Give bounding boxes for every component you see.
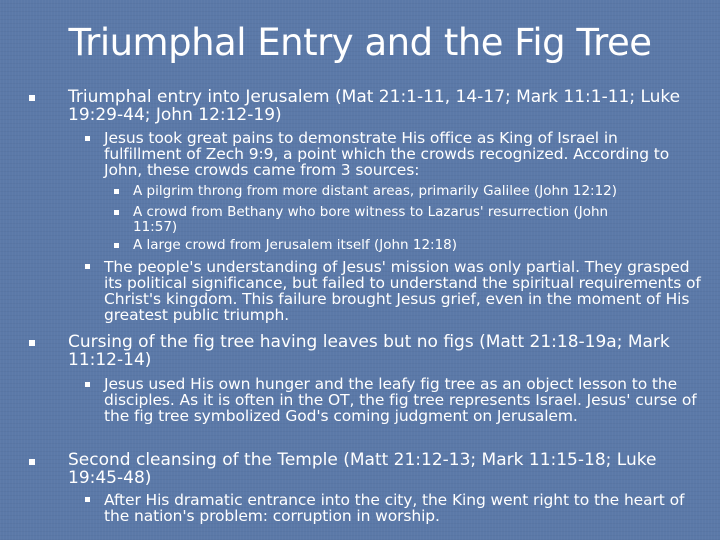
bullet-text: Second cleansing of the Temple (Matt 21:12-13; Mark 11:15-18; Luke 19:45-48) [68, 450, 657, 488]
square-bullet-icon [114, 189, 119, 194]
square-bullet-icon [85, 136, 90, 141]
bullet-level-2 [104, 259, 702, 323]
bullet-level-1 [68, 451, 678, 487]
bullet-text: A pilgrim throng from more distant areas, primarily Galilee (John 12:12) [133, 183, 618, 199]
square-bullet-icon [85, 497, 90, 502]
square-bullet-icon [114, 210, 119, 215]
bullet-text: After His dramatic entrance into the city, the King went right to the heart of the nation's problem: corruption in worship. [104, 491, 685, 525]
bullet-text: Jesus took great pains to demonstrate His office as King of Israel in fulfillment of Zech 9:9, a point which the crowds recognized. According to John, these crowds came from 3 sources: [104, 129, 670, 179]
square-bullet-icon [29, 95, 35, 101]
bullet-level-2 [104, 376, 702, 424]
bullet-level-1 [68, 333, 688, 369]
bullet-level-1 [68, 88, 688, 124]
bullet-text: A large crowd from Jerusalem itself (John 12:18) [133, 237, 458, 253]
bullet-text: Triumphal entry into Jerusalem (Mat 21:1-11, 14-17; Mark 11:1-11; Luke 19:29-44; John 12:12-19) [68, 87, 681, 125]
bullet-text: The people's understanding of Jesus' mission was only partial. They grasped its political significance, but failed to understand the spiritual requirements of Christ's kingdom. This failure brought Jesus grief, even in the moment of His greatest public triumph. [104, 258, 701, 324]
bullet-level-3 [133, 238, 689, 253]
square-bullet-icon [29, 459, 35, 465]
slide-title: Triumphal Entry and the Fig Tree [68, 21, 652, 64]
square-bullet-icon [29, 340, 35, 346]
bullet-level-2 [104, 492, 694, 524]
bullet-text: Cursing of the fig tree having leaves but no figs (Matt 21:18-19a; Mark 11:12-14) [68, 332, 670, 370]
square-bullet-icon [85, 264, 90, 269]
bullet-level-2 [104, 130, 689, 178]
bullet-level-3 [133, 184, 689, 199]
bullet-text: Jesus used His own hunger and the leafy fig tree as an object lesson to the disciples. As it is often in the OT, the fig tree represents Israel. Jesus' curse of the fig tree symbolized God's coming judgment on Jerusalem. [104, 375, 697, 425]
square-bullet-icon [85, 382, 90, 387]
square-bullet-icon [114, 243, 119, 248]
bullet-text: A crowd from Bethany who bore witness to Lazarus' resurrection (John 11:57) [133, 204, 609, 235]
bullet-level-3 [133, 205, 643, 234]
